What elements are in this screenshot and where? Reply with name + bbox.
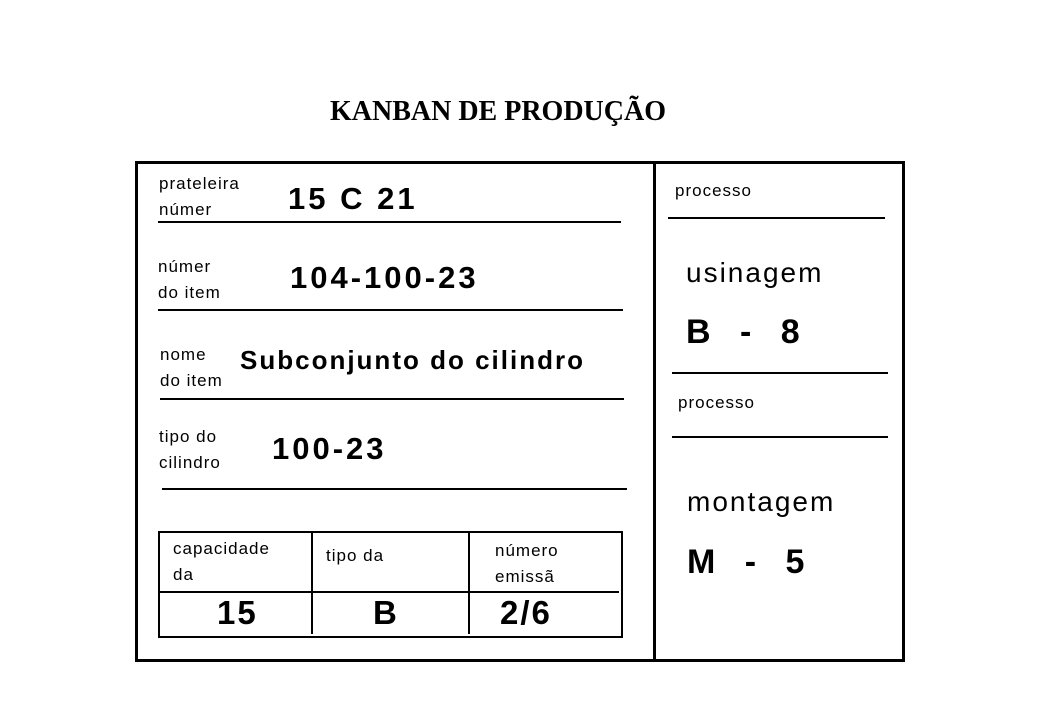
process-2-label: processo [678,393,755,412]
process-2-code: M - 5 [687,543,815,581]
item-number-label: númer do item [158,257,221,302]
process-1-bottom-line [672,372,888,374]
capacity-label: capacidade da [173,539,270,584]
process-2-underline [672,436,888,438]
item-name-label: nome do item [160,345,223,390]
shelf-label: prateleira númer [159,174,240,219]
cylinder-type-label: tipo do cilindro [159,427,221,472]
capacity-value: 15 [217,594,258,631]
cylinder-type-value: 100-23 [272,431,387,466]
issue-number-label: número emissã [495,541,559,586]
issue-number-value: 2/6 [500,594,552,631]
item-name-value: Subconjunto do cilindro [240,345,585,375]
process-2-name: montagem [687,486,836,517]
page-title: KANBAN DE PRODUÇÃO [330,96,666,127]
item-number-value: 104-100-23 [290,260,479,295]
cylinder-type-underline [162,488,627,490]
card-vertical-divider [653,163,656,662]
table-row-divider [160,591,619,593]
shelf-underline [158,221,621,223]
process-1-name: usinagem [686,257,824,288]
shelf-value: 15 C 21 [288,181,418,216]
item-name-underline [160,398,624,400]
table-col-divider-1 [311,533,313,634]
table-col-divider-2 [468,533,470,634]
type-value: B [373,594,399,631]
process-1-code: B - 8 [686,313,810,351]
process-1-underline [668,217,885,219]
type-label: tipo da [326,546,385,565]
process-1-label: processo [675,181,752,200]
item-number-underline [158,309,623,311]
